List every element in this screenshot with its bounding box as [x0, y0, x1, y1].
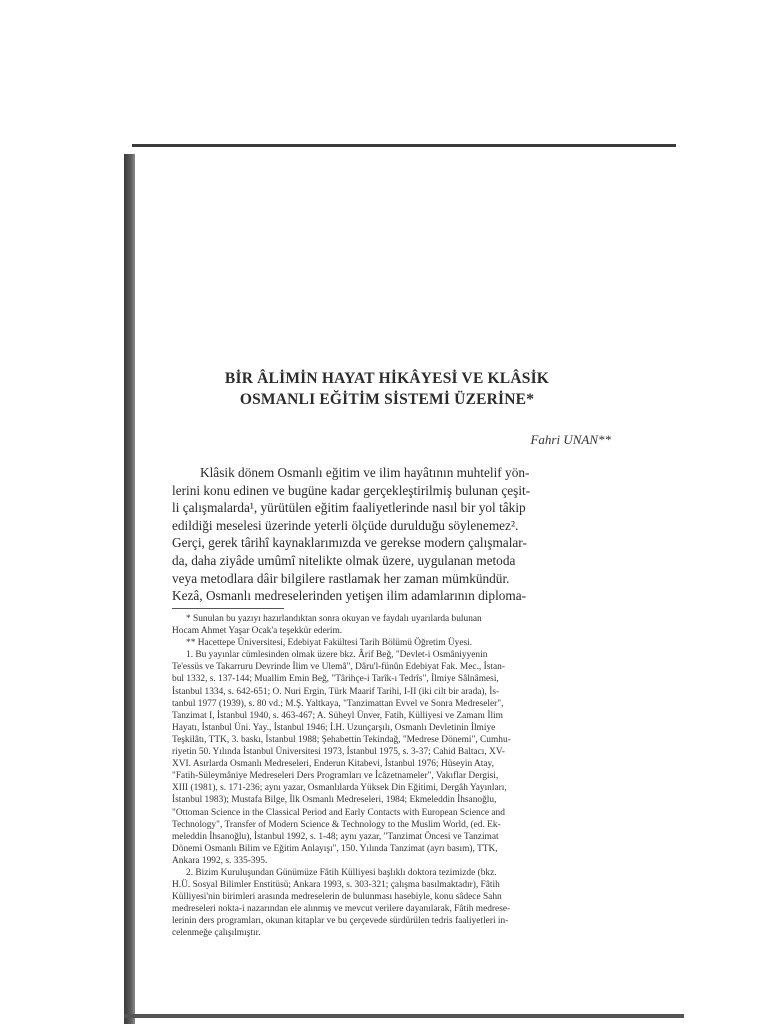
- footnote-line: 2. Bizim Kuruluşundan Günümüze Fâtih Külliyesi başlıklı doktora tezimizde (bkz.: [186, 867, 497, 878]
- body-line: lerini konu edinen ve bugüne kadar gerçekleştirilmiş bulunan çeşit-: [172, 482, 531, 498]
- footnote-line: Hayatı, İstanbul Üni. Yay., İstanbul 1946; İ.H. Uzunçarşılı, Osmanlı Devletinin İlmiye: [172, 722, 496, 733]
- title-line: OSMANLI EĞİTİM SİSTEMİ ÜZERİNE*: [239, 391, 535, 408]
- footnote-line: meleddin İhsanoğlu), İstanbul 1992, s. 1-48; aynı yazar, "Tanzimat Öncesi ve Tanzimat: [172, 831, 499, 842]
- footnote-line: Ankara 1992, s. 335-395.: [172, 855, 268, 866]
- footnote-line: XIII (1981), s. 171-236; aynı yazar, Osmanlılarda Yüksek Din Eğitimi, Dergâh Yayınları,: [172, 783, 507, 794]
- footnotes: [172, 613, 604, 940]
- author-name: Fahri UNAN**: [530, 432, 611, 447]
- footnote-line: lerinin ders programları, okunan kitaplar ve bu çerçevede sürdürülen tedris faaliyetleri in-: [172, 916, 509, 927]
- footnote-line: medreseleri nokta-i nazarından ele alınmış ve mevcut verilere dayanılarak, Fâtih medrese-: [172, 904, 511, 915]
- footnote-line: Tanzimat I, İstanbul 1940, s. 463-467; A. Süheyl Ünver, Fatih, Külliyesi ve Zamanı İlim: [172, 710, 503, 721]
- body-line: Kezâ, Osmanlı medreselerinden yetişen ilim adamlarının diploma-: [172, 588, 527, 604]
- footnote-line: * Sunulan bu yazıyı hazırlandıktan sonra okuyan ve faydalı uyarılarda bulunan: [186, 614, 482, 624]
- body-paragraph: [172, 464, 604, 605]
- page-edge-left: [124, 154, 135, 1024]
- footnote-line: Teşkilâtı, TTK, 3. baskı, İstanbul 1988; Şehabettin Tekindağ, "Medrese Dönemi", Cumhu-: [172, 734, 511, 745]
- footnote-line: celenmeğe çalışılmıştır.: [172, 928, 261, 939]
- footnote-line: bul 1332, s. 137-144; Muallim Emin Beğ, "Târihçe-i Tarîk-ı Tedrîs", İlmiye Sâlnâmesi,: [172, 674, 499, 685]
- page-edge-top: [132, 144, 676, 147]
- body-line: Klâsik dönem Osmanlı eğitim ve ilim hayâtının muhtelif yön-: [200, 465, 530, 480]
- footnote-line: ** Hacettepe Üniversitesi, Edebiyat Fakültesi Tarih Bölümü Öğretim Üyesi.: [186, 638, 473, 649]
- body-line: li çalışmalarda¹, yürütülen eğitim faaliyetlerinde nasıl bir yol tâkip: [172, 500, 526, 516]
- footnote-line: Te'essüs ve Takarruru Devrinde İlim ve Ulemâ", Dâru'l-fünûn Edebiyat Fak. Mec., İstan-: [172, 662, 505, 673]
- footnote-line: Hocam Ahmet Yaşar Ocak'a teşekkür ederim.: [172, 626, 343, 637]
- footnote-line: "Ottoman Science in the Classical Period and Early Contacts with European Science and: [172, 807, 505, 818]
- footnote-line: İstanbul 1983); Mustafa Bilge, İlk Osmanlı Medreseleri, 1984; Ekmeleddin İhsanoğlu,: [172, 795, 497, 806]
- footnote-line: XVI. Asırlarda Osmanlı Medreseleri, Enderun Kitabevi, İstanbul 1976; Hüseyin Atay,: [172, 759, 494, 770]
- page-edge-bottom: [124, 1014, 684, 1018]
- footnote-line: H.Ü. Sosyal Bilimler Enstitüsü; Ankara 1993, s. 303-321; çalışma basılmaktadır), Fâtih: [172, 880, 500, 891]
- footnote-line: 1. Bu yayınlar cümlesinden olmak üzere bkz. Ârif Beğ, "Devlet-i Osmâniyyenin: [186, 650, 488, 661]
- footnote-line: Technology", Transfer of Modern Science & Technology to the Muslim World, (ed. Ek-: [172, 819, 501, 830]
- footnote-line: tanbul 1977 (1939), s. 80 vd.; M.Ş. Yaltkaya, "Tanzimattan Evvel ve Sonra Medreseler",: [172, 698, 504, 709]
- footnote-line: İstanbul 1334, s. 642-651; O. Nuri Ergin, Türk Maarif Tarihi, I-II (iki cilt bir arada), İs-: [172, 686, 500, 697]
- body-line: da, daha ziyâde umûmî nitelikte olmak üzere, uygulanan metoda: [172, 552, 516, 568]
- article-title: [168, 368, 606, 410]
- footnote-line: Külliyesi'nin birimleri arasında medreselerin de bulunması hasebiyle, konu sâdece Sahn: [172, 892, 502, 903]
- body-line: edildiği meselesi üzerinde yeterli ölçüde durulduğu söylenemez².: [172, 517, 519, 533]
- body-line: Gerçi, gerek târihî kaynaklarımızda ve gerekse modern çalışmalar-: [172, 535, 527, 551]
- footnote-separator: [172, 608, 284, 609]
- footnote-line: Dönemi Osmanlı Bilim ve Eğitim Anlayışı", 150. Yılında Tanzimat (ayrı basım), TTK,: [172, 843, 498, 854]
- body-line: veya metodlara dâir bilgilere rastlamak her zaman mümkündür.: [172, 570, 510, 586]
- footnote-line: riyetin 50. Yılında İstanbul Üniversitesi 1973, İstanbul 1975, s. 3-37; Cahid Baltacı, XV-: [172, 747, 505, 758]
- title-line: BİR ÂLİMİN HAYAT HİKÂYESİ VE KLÂSİK: [224, 370, 550, 387]
- footnote-line: "Fatih-Süleymâniye Medreseleri Ders Programları ve İcâzetnameler", Vakıflar Dergisi,: [172, 771, 499, 782]
